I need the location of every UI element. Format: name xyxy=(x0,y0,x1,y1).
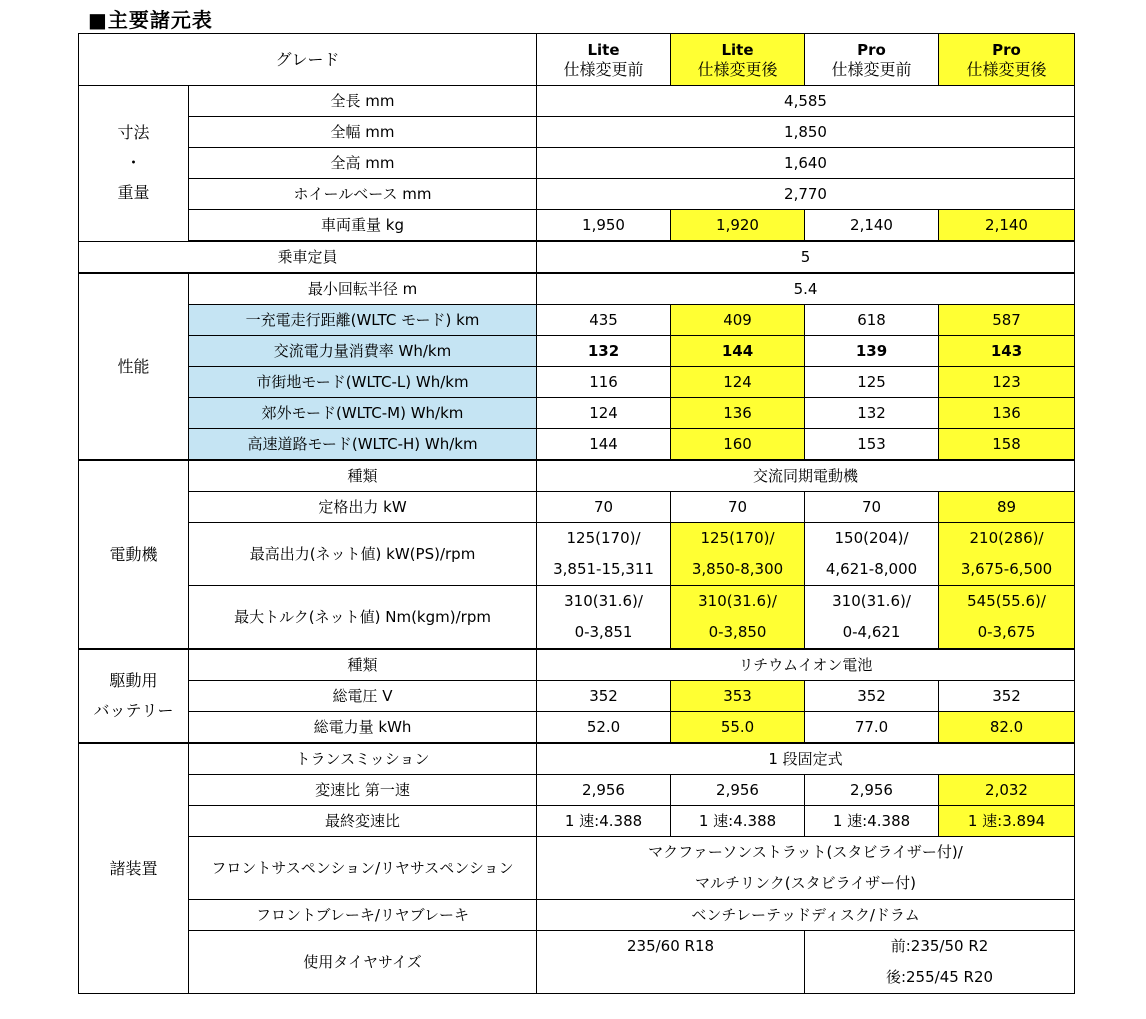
value-weight-lite-before: 1,950 xyxy=(537,210,671,242)
value-range-lite-after: 409 xyxy=(671,305,805,336)
row-suburb xyxy=(79,398,1075,429)
label-final: 最終変速比 xyxy=(189,806,537,837)
value-range-lite-before: 435 xyxy=(537,305,671,336)
label-battery-type: 種類 xyxy=(189,649,537,681)
value-max-torque-pro-before: 310(31.6)/ 0-4,621 xyxy=(805,586,939,650)
value-voltage-lite-after: 353 xyxy=(671,681,805,712)
label-brake: フロントブレーキ/リヤブレーキ xyxy=(189,900,537,931)
label-turn: 最小回転半径 m xyxy=(189,273,537,305)
value-suburb-lite-after: 136 xyxy=(671,398,805,429)
label-gear1: 変速比 第一速 xyxy=(189,775,537,806)
label-suspension: フロントサスペンション/リヤサスペンション xyxy=(189,837,537,900)
row-city xyxy=(79,367,1075,398)
value-capacity-lite-after: 55.0 xyxy=(671,712,805,744)
value-highway-lite-after: 160 xyxy=(671,429,805,461)
value-gear1-pro-after: 2,032 xyxy=(939,775,1075,806)
label-consumption: 交流電力量消費率 Wh/km xyxy=(189,336,537,367)
label-max-power: 最高出力(ネット値) kW(PS)/rpm xyxy=(189,523,537,586)
header-row xyxy=(79,34,1075,86)
value-rated-pro-before: 70 xyxy=(805,492,939,523)
row-rated xyxy=(79,492,1075,523)
col-header-lite-after: Lite 仕様変更後 xyxy=(671,34,805,86)
label-city: 市街地モード(WLTC-L) Wh/km xyxy=(189,367,537,398)
value-capacity-pro-before: 77.0 xyxy=(805,712,939,744)
value-tire-pro: 前:235/50 R2 後:255/45 R20 xyxy=(805,931,1075,994)
row-battery-type xyxy=(79,649,1075,681)
label-highway: 高速道路モード(WLTC-H) Wh/km xyxy=(189,429,537,461)
row-highway xyxy=(79,429,1075,461)
value-gear1-lite-before: 2,956 xyxy=(537,775,671,806)
value-rated-lite-after: 70 xyxy=(671,492,805,523)
value-weight-pro-after: 2,140 xyxy=(939,210,1075,242)
value-highway-pro-before: 153 xyxy=(805,429,939,461)
row-transmission xyxy=(79,743,1075,775)
label-capacity: 総電力量 kWh xyxy=(189,712,537,744)
col-header-pro-after: Pro 仕様変更後 xyxy=(939,34,1075,86)
label-seats: 乗車定員 xyxy=(79,241,537,273)
value-highway-lite-before: 144 xyxy=(537,429,671,461)
value-battery-type: リチウムイオン電池 xyxy=(537,649,1075,681)
section-battery: 駆動用 バッテリー xyxy=(79,649,189,743)
value-city-lite-before: 116 xyxy=(537,367,671,398)
value-max-power-pro-before: 150(204)/ 4,621-8,000 xyxy=(805,523,939,586)
value-suburb-pro-before: 132 xyxy=(805,398,939,429)
value-weight-lite-after: 1,920 xyxy=(671,210,805,242)
grade-header: グレード xyxy=(79,34,537,86)
row-suspension xyxy=(79,837,1075,900)
row-seats xyxy=(79,241,1075,273)
col-header-pro-before: Pro 仕様変更前 xyxy=(805,34,939,86)
row-brake xyxy=(79,900,1075,931)
value-city-pro-before: 125 xyxy=(805,367,939,398)
value-consumption-lite-before: 132 xyxy=(537,336,671,367)
value-final-lite-after: 1 速:4.388 xyxy=(671,806,805,837)
value-max-power-lite-before: 125(170)/ 3,851-15,311 xyxy=(537,523,671,586)
section-dims: 寸法 ・ 重量 xyxy=(79,86,189,242)
value-consumption-pro-after: 143 xyxy=(939,336,1075,367)
row-final xyxy=(79,806,1075,837)
value-capacity-lite-before: 52.0 xyxy=(537,712,671,744)
section-equipment: 諸装置 xyxy=(79,743,189,994)
spec-table xyxy=(78,33,1075,994)
row-height xyxy=(79,148,1075,179)
value-final-lite-before: 1 速:4.388 xyxy=(537,806,671,837)
value-gear1-lite-after: 2,956 xyxy=(671,775,805,806)
label-range: 一充電走行距離(WLTC モード) km xyxy=(189,305,537,336)
value-consumption-pro-before: 139 xyxy=(805,336,939,367)
row-capacity xyxy=(79,712,1075,744)
row-motor-type xyxy=(79,460,1075,492)
value-voltage-pro-before: 352 xyxy=(805,681,939,712)
row-voltage xyxy=(79,681,1075,712)
value-motor-type: 交流同期電動機 xyxy=(537,460,1075,492)
row-range xyxy=(79,305,1075,336)
value-max-torque-lite-before: 310(31.6)/ 0-3,851 xyxy=(537,586,671,650)
value-highway-pro-after: 158 xyxy=(939,429,1075,461)
label-voltage: 総電圧 V xyxy=(189,681,537,712)
label-tire: 使用タイヤサイズ xyxy=(189,931,537,994)
value-range-pro-after: 587 xyxy=(939,305,1075,336)
value-weight-pro-before: 2,140 xyxy=(805,210,939,242)
row-turn xyxy=(79,273,1075,305)
value-max-torque-lite-after: 310(31.6)/ 0-3,850 xyxy=(671,586,805,650)
value-height: 1,640 xyxy=(537,148,1075,179)
value-city-lite-after: 124 xyxy=(671,367,805,398)
value-voltage-lite-before: 352 xyxy=(537,681,671,712)
value-max-power-pro-after: 210(286)/ 3,675-6,500 xyxy=(939,523,1075,586)
label-height: 全高 mm xyxy=(189,148,537,179)
value-transmission: 1 段固定式 xyxy=(537,743,1075,775)
label-transmission: トランスミッション xyxy=(189,743,537,775)
value-max-torque-pro-after: 545(55.6)/ 0-3,675 xyxy=(939,586,1075,650)
value-range-pro-before: 618 xyxy=(805,305,939,336)
row-gear1 xyxy=(79,775,1075,806)
value-length: 4,585 xyxy=(537,86,1075,117)
value-wheelbase: 2,770 xyxy=(537,179,1075,210)
value-brake: ベンチレーテッドディスク/ドラム xyxy=(537,900,1075,931)
value-suburb-pro-after: 136 xyxy=(939,398,1075,429)
value-suspension: マクファーソンストラット(スタビライザー付)/ マルチリンク(スタビライザー付) xyxy=(537,837,1075,900)
row-max-power xyxy=(79,523,1075,586)
row-wheelbase xyxy=(79,179,1075,210)
value-rated-pro-after: 89 xyxy=(939,492,1075,523)
value-final-pro-before: 1 速:4.388 xyxy=(805,806,939,837)
row-consumption xyxy=(79,336,1075,367)
label-max-torque: 最大トルク(ネット値) Nm(kgm)/rpm xyxy=(189,586,537,650)
value-turn: 5.4 xyxy=(537,273,1075,305)
row-tire xyxy=(79,931,1075,994)
value-width: 1,850 xyxy=(537,117,1075,148)
value-suburb-lite-before: 124 xyxy=(537,398,671,429)
page-title: ■主要諸元表 xyxy=(88,8,213,32)
value-consumption-lite-after: 144 xyxy=(671,336,805,367)
label-suburb: 郊外モード(WLTC-M) Wh/km xyxy=(189,398,537,429)
label-rated: 定格出力 kW xyxy=(189,492,537,523)
value-max-power-lite-after: 125(170)/ 3,850-8,300 xyxy=(671,523,805,586)
section-performance: 性能 xyxy=(79,273,189,460)
row-width xyxy=(79,117,1075,148)
value-voltage-pro-after: 352 xyxy=(939,681,1075,712)
row-length xyxy=(79,86,1075,117)
value-city-pro-after: 123 xyxy=(939,367,1075,398)
section-motor: 電動機 xyxy=(79,460,189,649)
value-seats: 5 xyxy=(537,241,1075,273)
row-max-torque xyxy=(79,586,1075,650)
col-header-lite-before: Lite 仕様変更前 xyxy=(537,34,671,86)
label-motor-type: 種類 xyxy=(189,460,537,492)
value-rated-lite-before: 70 xyxy=(537,492,671,523)
label-weight: 車両重量 kg xyxy=(189,210,537,242)
value-tire-lite: 235/60 R18 xyxy=(537,931,805,994)
label-length: 全長 mm xyxy=(189,86,537,117)
label-wheelbase: ホイールベース mm xyxy=(189,179,537,210)
row-weight xyxy=(79,210,1075,242)
value-final-pro-after: 1 速:3.894 xyxy=(939,806,1075,837)
value-capacity-pro-after: 82.0 xyxy=(939,712,1075,744)
value-gear1-pro-before: 2,956 xyxy=(805,775,939,806)
label-width: 全幅 mm xyxy=(189,117,537,148)
